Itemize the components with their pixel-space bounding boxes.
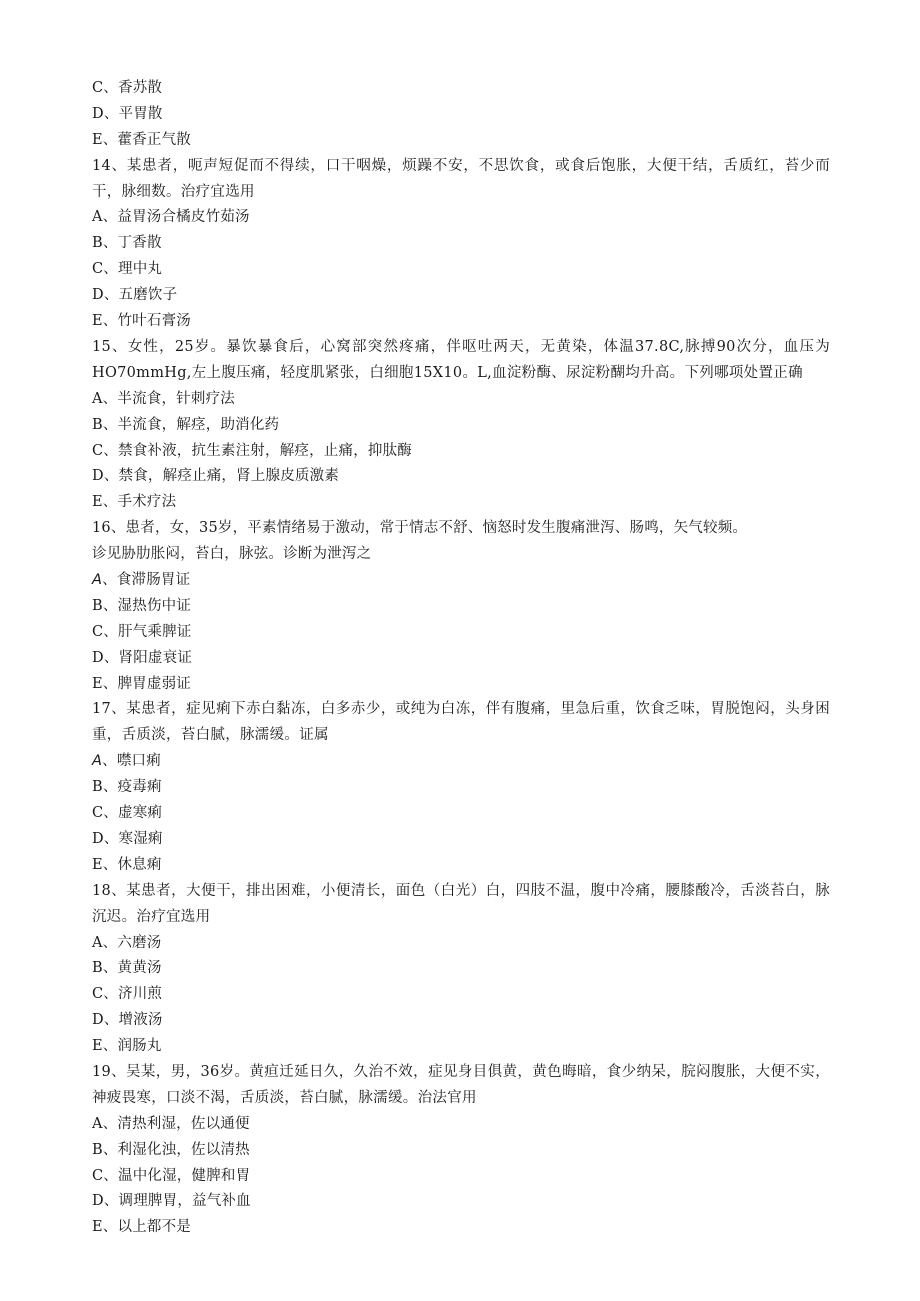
- question-17: 17、某患者，症见痢下赤白黏冻，白多赤少，或纯为白冻，伴有腹痛，里急后重，饮食乏味，胃脱饱闷，头身困重，舌质淡，苔白腻，脉濡缓。证属: [92, 701, 830, 744]
- document-page: [92, 76, 830, 1241]
- question-18: 18、某患者，大便干，排出困难，小便清长，面色（白光）白，四肢不温，腹中冷痛，腰膝酸冷，舌淡苔白，脉沉迟。治疗宜选用: [92, 882, 830, 925]
- option-line: C、香苏散: [92, 80, 163, 96]
- option-line: C、温中化湿，健脾和胃: [92, 1167, 251, 1184]
- option-line: B、黄黄汤: [92, 960, 162, 977]
- question-15: 15、女性，25岁。暴饮暴食后，心窝部突然疼痛，伴呕吐两天，无黄染，体温37.8C,脉搏90次分，血压为HO70mmHg,左上腹压痛，轻度肌紧张，白细胞15X10。L,血淀粉酶、尿淀粉醐均升高。下列哪项处置正确: [92, 338, 830, 381]
- option-line: A、食滞肠胃证: [92, 571, 191, 588]
- question-19: 19、吴某，男，36岁。黄疸迁延日久，久治不效，症见身目俱黄，黄色晦暗，食少纳呆，脘闷腹胀，大便不实，神疲畏寒，口淡不渴，舌质淡，苔白腻，脉濡缓。治法官用: [92, 1063, 830, 1106]
- option-letter: A: [92, 753, 103, 770]
- option-line: E、手术疗法: [92, 494, 177, 511]
- option-line: E、润肠丸: [92, 1038, 162, 1055]
- option-line: A、清热利湿，佐以通便: [92, 1115, 250, 1132]
- option-line: A、噤口痢: [92, 753, 161, 770]
- option-line: E、以上都不是: [92, 1219, 191, 1236]
- question-14: 14、某患者，呃声短促而不得续，口干咽燥，烦躁不安，不思饮食，或食后饱胀，大便干结，舌质红，苔少而干，脉细数。治疗宜选用: [92, 157, 830, 200]
- option-line: C、理中丸: [92, 261, 163, 278]
- option-line: B、利湿化浊，佐以清热: [92, 1141, 250, 1158]
- option-line: E、脾胃虚弱证: [92, 675, 191, 692]
- option-letter: A: [92, 571, 103, 588]
- option-line: D、增液汤: [92, 1012, 163, 1029]
- option-line: A、半流食，针刺疗法: [92, 390, 235, 407]
- option-line: D、五磨饮子: [92, 287, 178, 304]
- option-line: D、寒湿痢: [92, 830, 163, 847]
- option-line: E、藿香正气散: [92, 131, 191, 148]
- option-line: E、竹叶石膏汤: [92, 313, 191, 330]
- question-16: 16、患者，女，35岁，平素情绪易于激动，常于情志不舒、恼怒时发生腹痛泄泻、肠鸣，矢气较频。: [92, 520, 748, 537]
- option-line: E、休息痢: [92, 856, 162, 873]
- option-line: B、半流食，解痉，助消化药: [92, 416, 280, 433]
- option-line: C、虚寒痢: [92, 805, 163, 822]
- question-16-continued: 诊见胁肋胀闷，苔白，脉弦。诊断为泄泻之: [92, 546, 372, 563]
- option-line: D、肾阳虚衰证: [92, 649, 193, 666]
- option-line: D、平胃散: [92, 105, 163, 122]
- option-line: B、疫毒痢: [92, 779, 162, 796]
- option-line: A、益胃汤合橘皮竹茹汤: [92, 209, 250, 226]
- option-line: B、丁香散: [92, 235, 162, 252]
- option-line: C、禁食补液，抗生素注射，解痉，止痛，抑肽酶: [92, 442, 412, 459]
- option-line: D、禁食，解痉止痛，肾上腺皮质激素: [92, 468, 340, 485]
- option-line: C、肝气乘脾证: [92, 623, 192, 640]
- option-line: A、六磨汤: [92, 934, 162, 951]
- option-line: B、湿热伤中证: [92, 597, 192, 614]
- option-line: D、调理脾胃，益气补血: [92, 1193, 251, 1210]
- option-line: C、济川煎: [92, 986, 163, 1003]
